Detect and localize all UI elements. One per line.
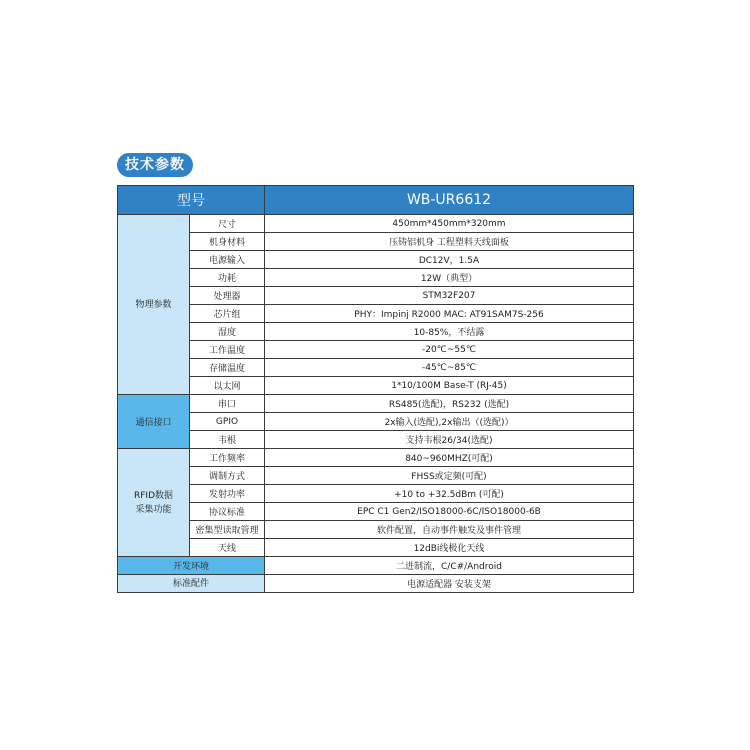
param-value: 1*10/100M Base-T (RJ-45) bbox=[265, 377, 634, 395]
param-value: 450mm*450mm*320mm bbox=[265, 215, 634, 233]
param-name: 发射功率 bbox=[190, 485, 265, 503]
category-physical: 物理参数 bbox=[118, 215, 190, 395]
accessories-label: 标准配件 bbox=[118, 575, 265, 593]
table-row bbox=[118, 287, 634, 305]
param-name: 韦根 bbox=[190, 431, 265, 449]
table-row bbox=[118, 215, 634, 233]
table-row bbox=[118, 323, 634, 341]
dev-environment-label: 开发环境 bbox=[118, 557, 265, 575]
table-row bbox=[118, 395, 634, 413]
param-value: FHSS或定频(可配) bbox=[265, 467, 634, 485]
table-header-row bbox=[118, 186, 634, 215]
table-row bbox=[118, 575, 634, 593]
param-value: PHY：Impinj R2000 MAC: AT91SAM7S-256 bbox=[265, 305, 634, 323]
param-name: 天线 bbox=[190, 539, 265, 557]
param-value: +10 to +32.5dBm (可配) bbox=[265, 485, 634, 503]
table-row bbox=[118, 467, 634, 485]
table-row bbox=[118, 539, 634, 557]
param-value: 12dBi线极化天线 bbox=[265, 539, 634, 557]
table-row bbox=[118, 359, 634, 377]
model-label: 型号 bbox=[118, 186, 265, 215]
table-row bbox=[118, 341, 634, 359]
table-row bbox=[118, 521, 634, 539]
param-name: 湿度 bbox=[190, 323, 265, 341]
param-name: 工作频率 bbox=[190, 449, 265, 467]
table-row bbox=[118, 413, 634, 431]
param-value: RS485(选配)，RS232 (选配) bbox=[265, 395, 634, 413]
param-value: 2x输入(选配),2x输出（(选配)） bbox=[265, 413, 634, 431]
param-value: -20℃~55℃ bbox=[265, 341, 634, 359]
table-row bbox=[118, 269, 634, 287]
table-row bbox=[118, 485, 634, 503]
param-value: 12W（典型） bbox=[265, 269, 634, 287]
table-row bbox=[118, 431, 634, 449]
table-row bbox=[118, 305, 634, 323]
table-row bbox=[118, 377, 634, 395]
param-value: 840~960MHZ(可配) bbox=[265, 449, 634, 467]
param-name: 电源输入 bbox=[190, 251, 265, 269]
param-name: 工作温度 bbox=[190, 341, 265, 359]
table-row bbox=[118, 503, 634, 521]
table-row bbox=[118, 449, 634, 467]
param-name: GPIO bbox=[190, 413, 265, 431]
category-rfid bbox=[118, 449, 190, 557]
param-value: -45℃~85℃ bbox=[265, 359, 634, 377]
dev-environment-value: 二进制流，C/C#/Android bbox=[265, 557, 634, 575]
table-row bbox=[118, 251, 634, 269]
section-title: 技术参数 bbox=[117, 153, 193, 177]
param-name: 机身材料 bbox=[190, 233, 265, 251]
spec-table bbox=[117, 185, 634, 593]
param-name: 以太网 bbox=[190, 377, 265, 395]
category-rfid-line1: RFID数据 bbox=[133, 490, 173, 501]
param-name: 芯片组 bbox=[190, 305, 265, 323]
param-name: 尺寸 bbox=[190, 215, 265, 233]
param-value: 压铸铝机身 工程塑料天线面板 bbox=[265, 233, 634, 251]
param-name: 协议标准 bbox=[190, 503, 265, 521]
table-row bbox=[118, 557, 634, 575]
param-value: STM32F207 bbox=[265, 287, 634, 305]
param-name: 处理器 bbox=[190, 287, 265, 305]
param-name: 调制方式 bbox=[190, 467, 265, 485]
param-value: 软件配置，自动事件触发及事件管理 bbox=[265, 521, 634, 539]
param-value: EPC C1 Gen2/ISO18000-6C/ISO18000-6B bbox=[265, 503, 634, 521]
param-value: DC12V，1.5A bbox=[265, 251, 634, 269]
category-rfid-line2: 采集功能 bbox=[135, 504, 172, 515]
param-name: 存储温度 bbox=[190, 359, 265, 377]
accessories-value: 电源适配器 安装支架 bbox=[265, 575, 634, 593]
param-name: 功耗 bbox=[190, 269, 265, 287]
model-value: WB-UR6612 bbox=[265, 186, 634, 215]
param-value: 支持韦根26/34(选配) bbox=[265, 431, 634, 449]
param-name: 串口 bbox=[190, 395, 265, 413]
param-value: 10-85%，不结露 bbox=[265, 323, 634, 341]
category-communication: 通信接口 bbox=[118, 395, 190, 449]
param-name: 密集型读取管理 bbox=[190, 521, 265, 539]
table-row bbox=[118, 233, 634, 251]
